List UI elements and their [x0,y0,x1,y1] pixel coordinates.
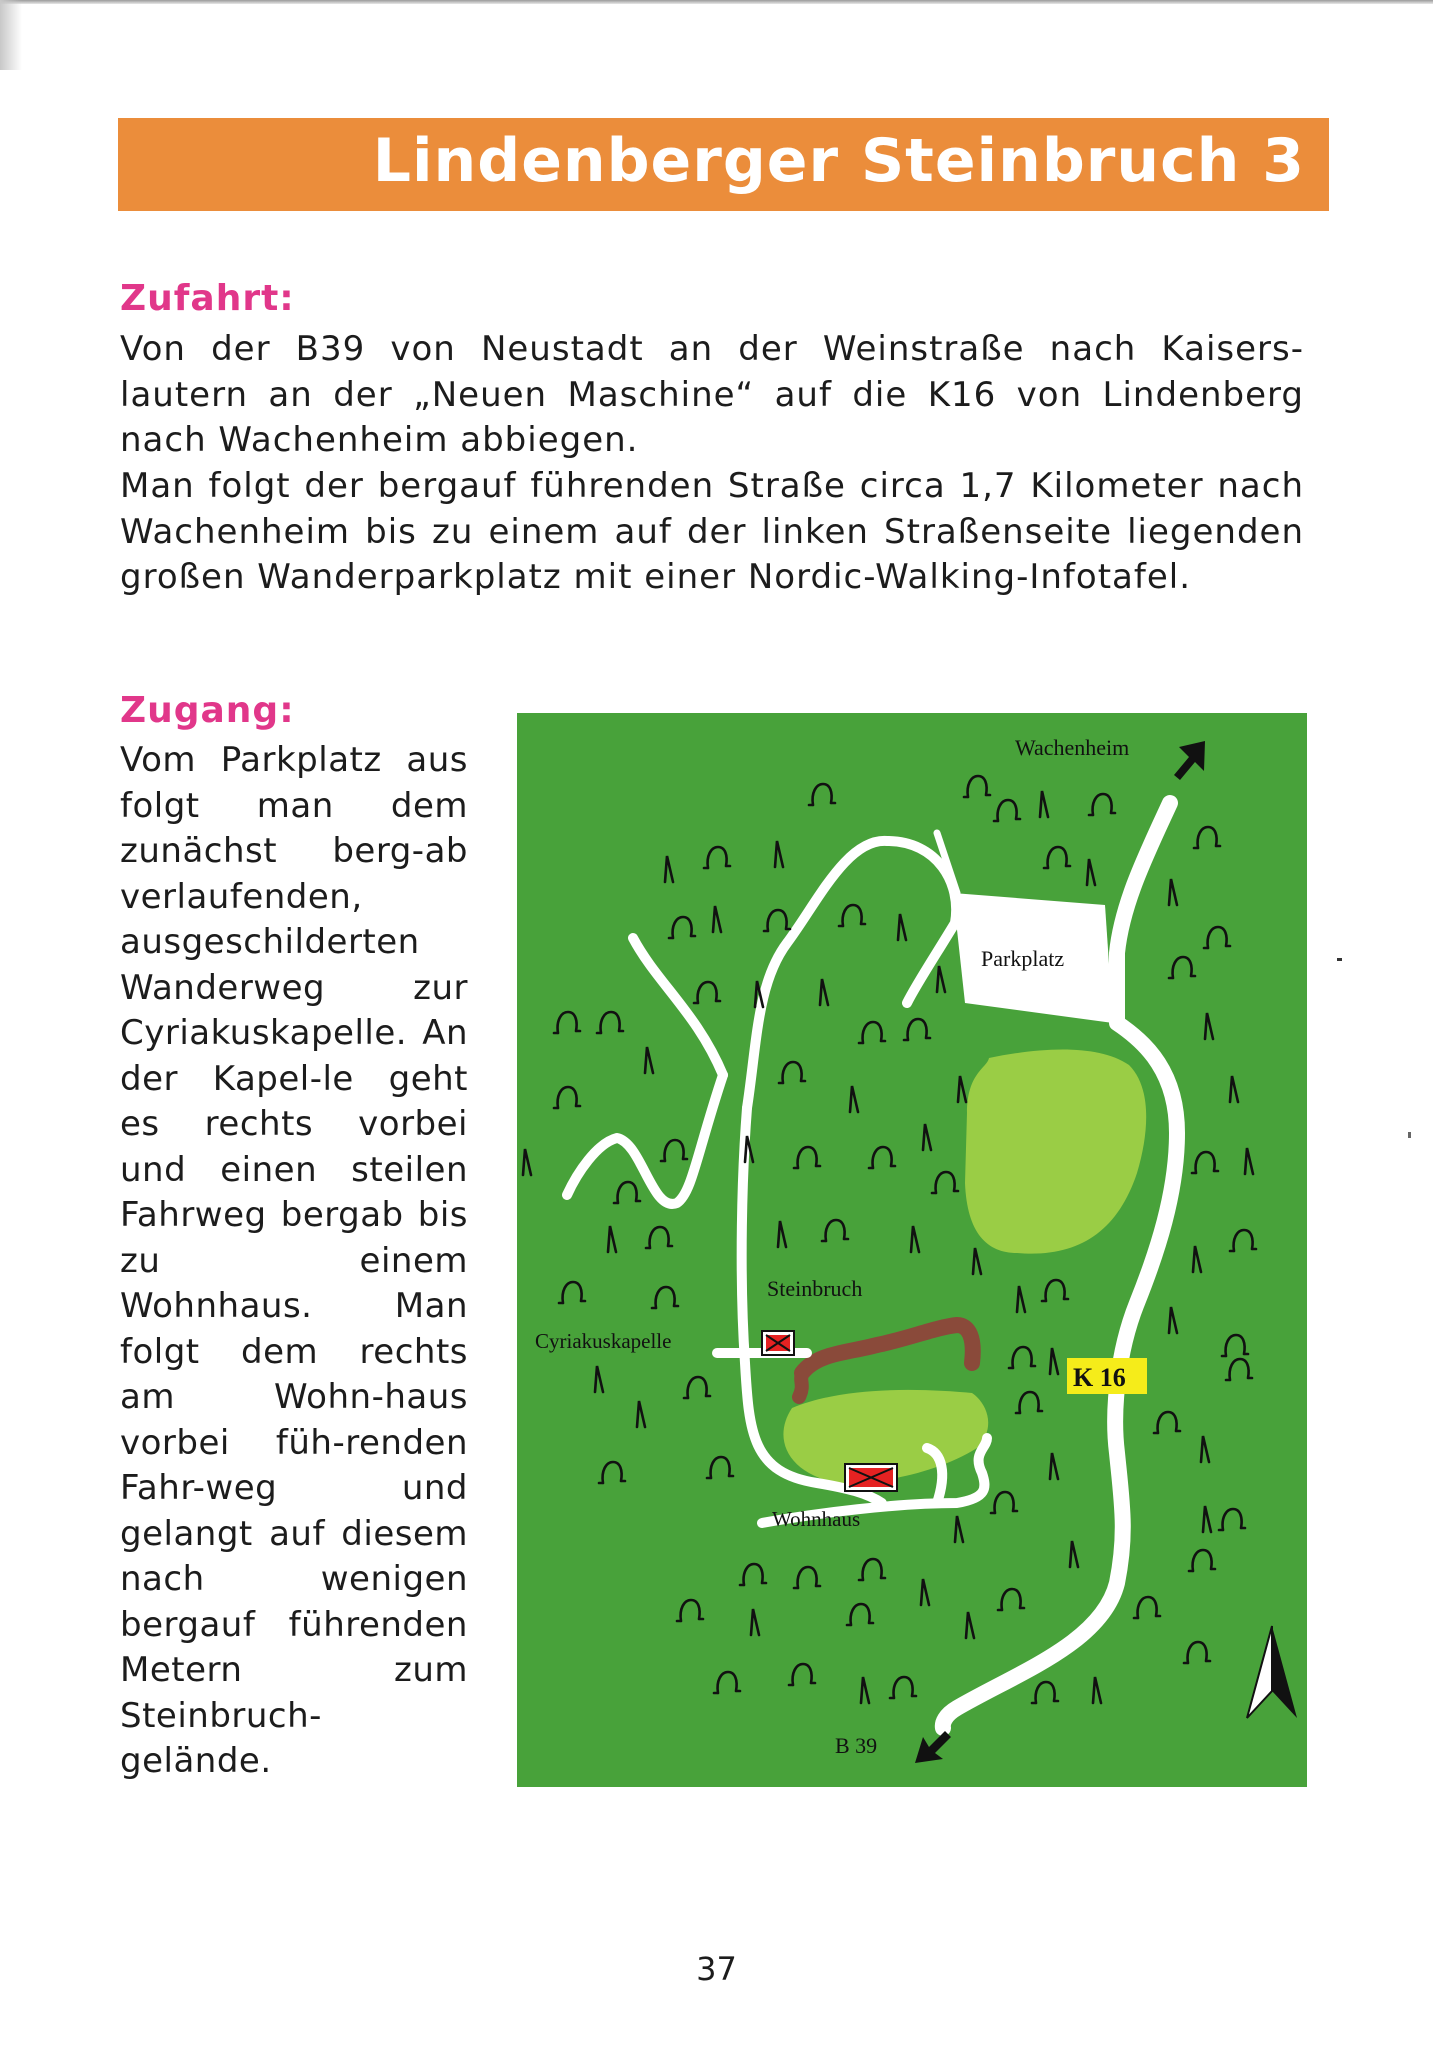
label-wachenheim: Wachenheim [1015,735,1130,760]
page-top-edge [0,0,1433,4]
zufahrt-heading: Zufahrt: [120,278,295,319]
scan-speck [1408,1132,1411,1138]
zufahrt-paragraph-2: Man folgt der bergauf führenden Straße circa 1,7 Kilometer nach Wachenheim bis zu einem auf der linken Straßenseite liegenden großen Wanderparkplatz mit einer Nordic-Walking-Infotafel. [120,466,1304,597]
label-k16: K 16 [1073,1363,1126,1392]
scan-speck [1337,958,1342,961]
label-wohnhaus: Wohnhaus [772,1507,861,1531]
page-number: 37 [696,1950,737,1988]
building-marker-icon [762,1331,794,1355]
zufahrt-paragraph-1: Von der B39 von Neustadt an der Weinstraße nach Kaisers-lautern an der „Neuen Maschine“ auf die K16 von Lindenberg nach Wachenheim abbiegen. [120,329,1304,460]
zugang-paragraph: Vom Parkplatz aus folgt man dem zunächst berg-ab verlaufenden, ausgeschilderten Wanderweg zur Cyriakuskapelle. An der Kapel-le geht es rechts vorbei und einen steilen Fahrweg bergab bis zu einem Wohnhaus. Man folgt dem rechts am Wohn-haus vorbei füh-renden Fahr-weg und gelangt auf diesem nach wenigen bergauf führenden Metern zum Steinbruch-gelände. [120,740,468,1781]
zugang-heading: Zugang: [120,690,295,731]
page-corner-shadow [0,0,22,70]
label-steinbruch: Steinbruch [767,1276,863,1301]
route-map [517,713,1307,1787]
label-parkplatz: Parkplatz [981,946,1065,971]
title-banner [118,118,1329,211]
label-cyriakuskapelle: Cyriakuskapelle [535,1329,672,1353]
label-b39: B 39 [835,1733,878,1758]
quarry-edge-south [799,1373,802,1397]
wohnhaus-marker-icon [845,1464,897,1491]
page-title: Lindenberger Steinbruch 3 [372,126,1305,196]
